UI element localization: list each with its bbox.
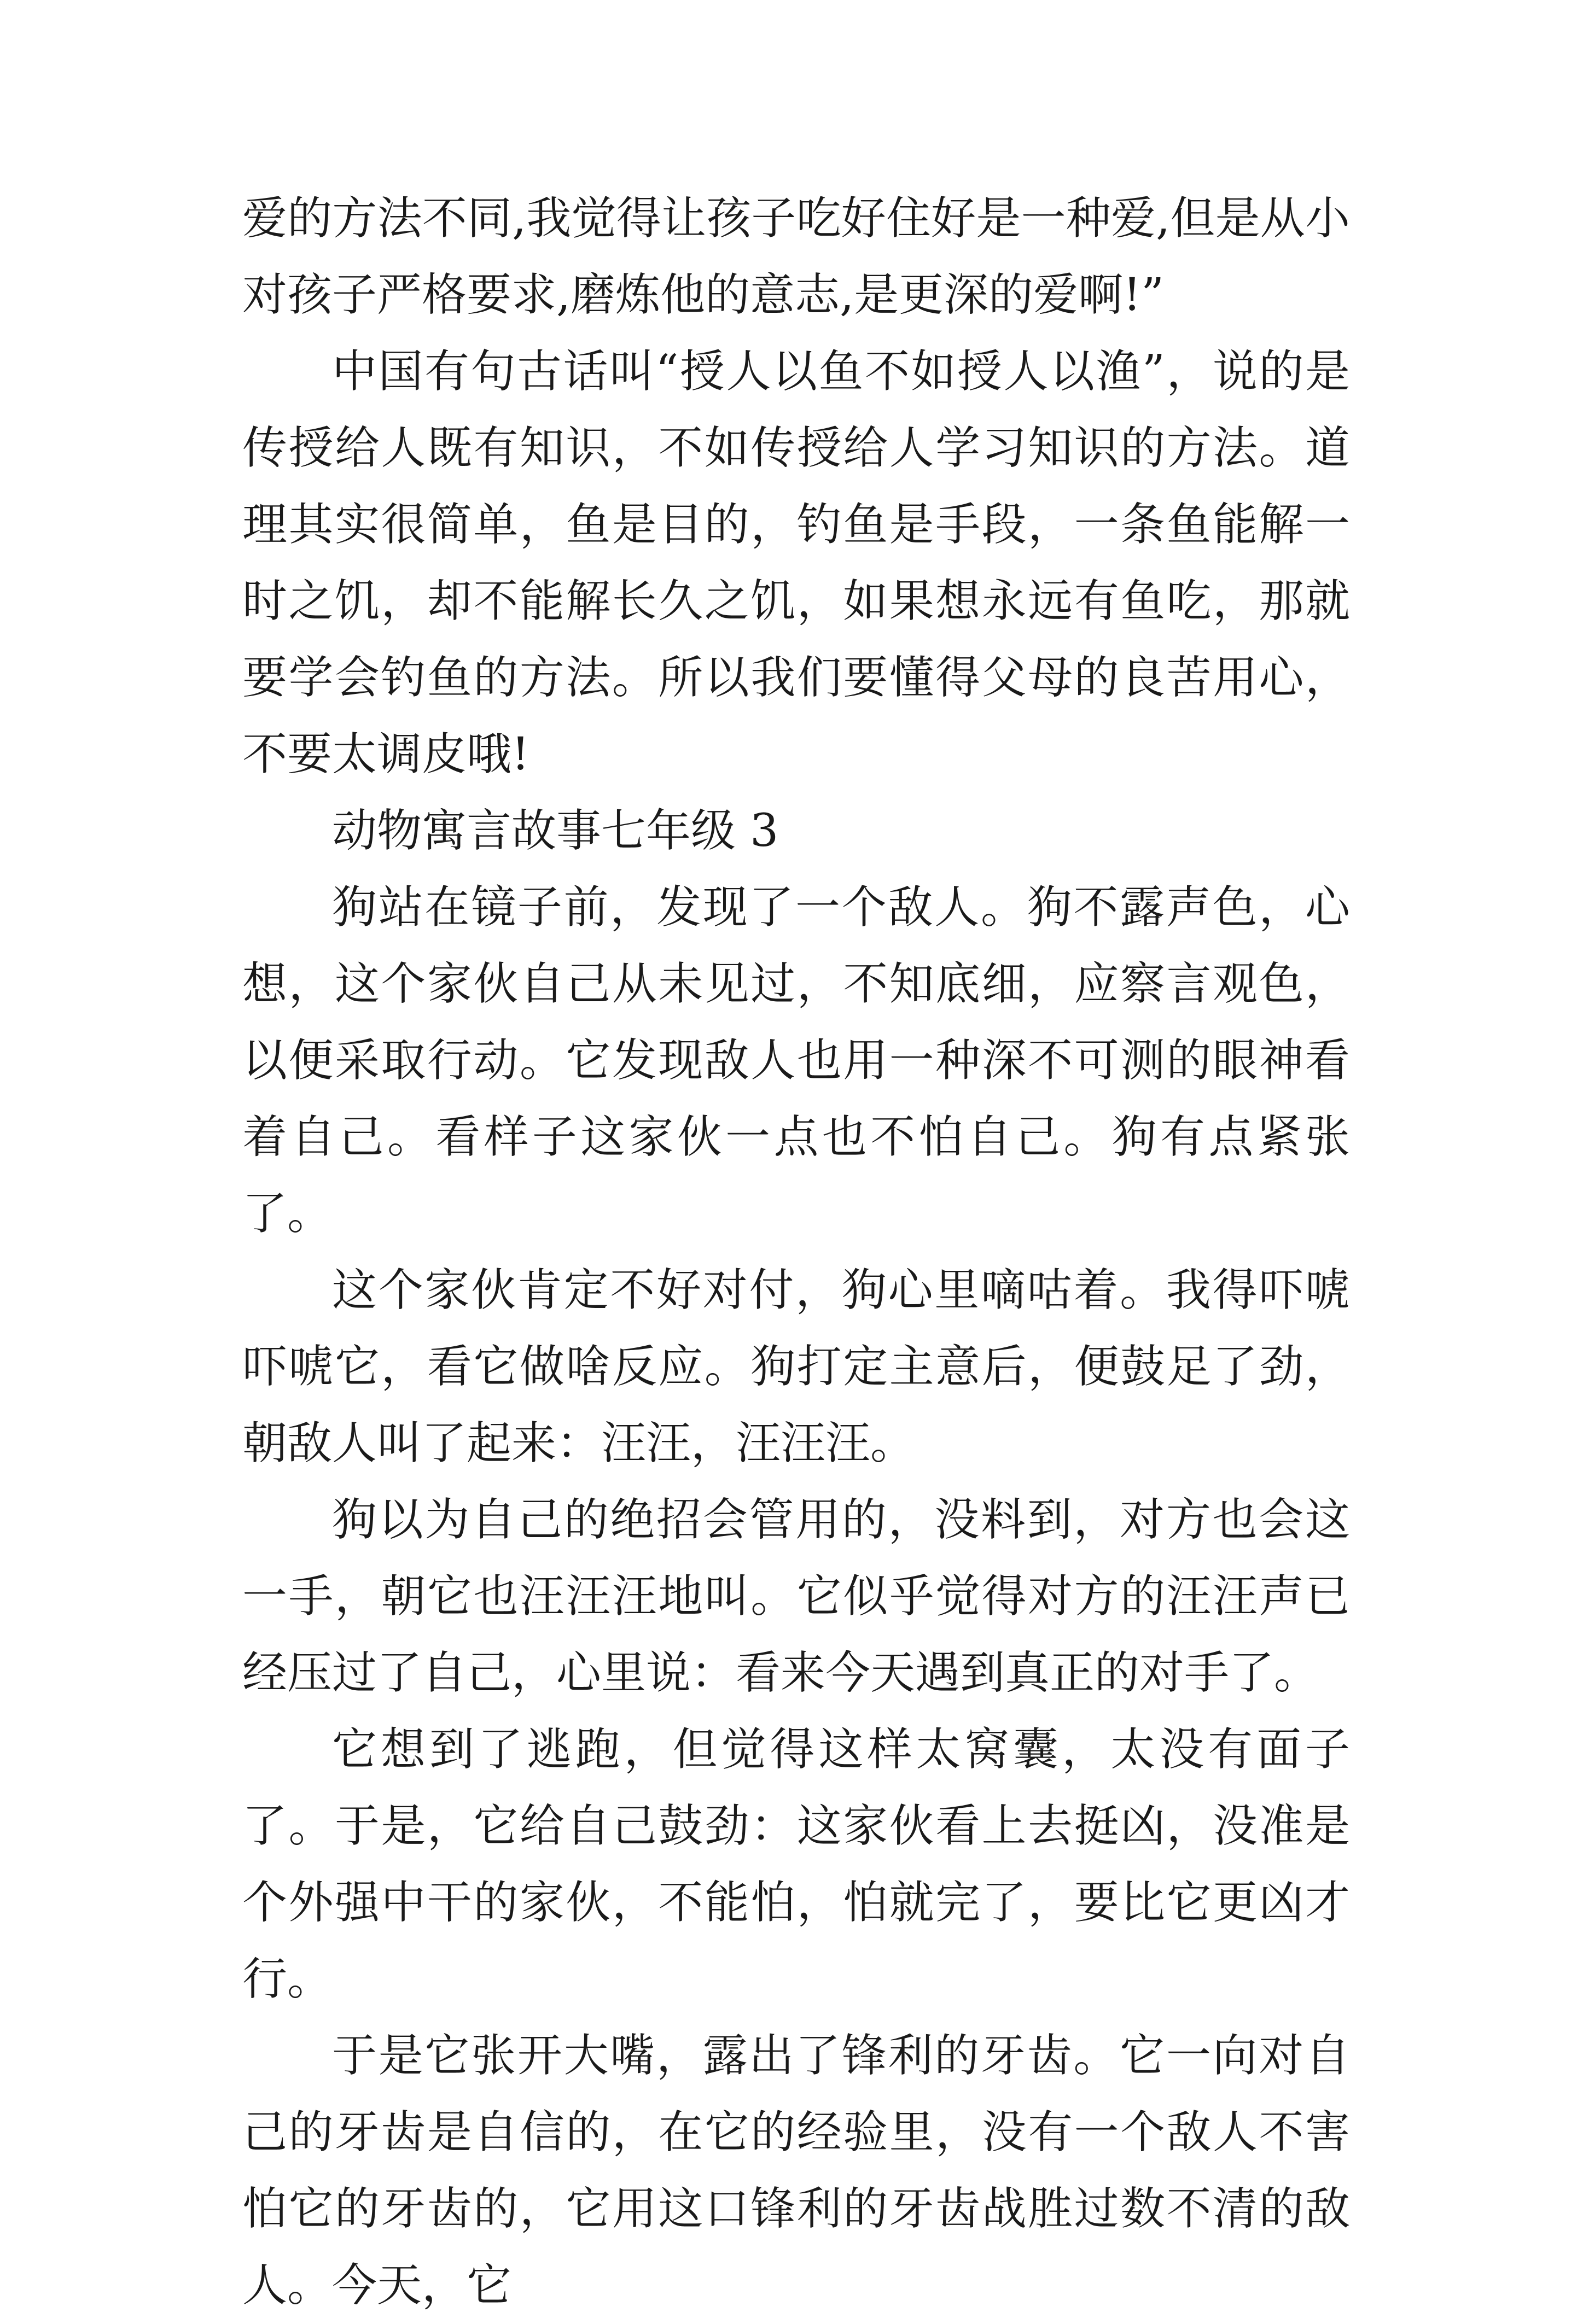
paragraph-continuation: 爱的方法不同,我觉得让孩子吃好住好是一种爱,但是从小对孩子严格要求,磨炼他的意志,是更深的爱啊!” [242, 192, 1350, 321]
paragraph-bark: 这个家伙肯定不好对付，狗心里嘀咕着。我得吓唬吓唬它，看它做啥反应。狗打定主意后，便鼓足了劲，朝敌人叫了起来：汪汪，汪汪汪。 [242, 1264, 1350, 1469]
paragraph-teeth: 于是它张开大嘴，露出了锋利的牙齿。它一向对自己的牙齿是自信的，在它的经验里，没有一个敌人不害怕它的牙齿的，它用这口锋利的牙齿战胜过数不清的敌人。今天，它 [242, 2030, 1350, 2311]
paragraph-escape: 它想到了逃跑，但觉得这样太窝囊，太没有面子了。于是，它给自己鼓劲：这家伙看上去挺凶，没准是个外强中干的家伙，不能怕，怕就完了，要比它更凶才行。 [242, 1724, 1350, 2005]
paragraph-proverb: 中国有句古话叫“授人以鱼不如授人以渔”，说的是传授给人既有知识，不如传授给人学习知识的方法。道理其实很简单，鱼是目的，钓鱼是手段，一条鱼能解一时之饥，却不能解长久之饥，如果想永远有鱼吃，那就要学会钓鱼的方法。所以我们要懂得父母的良苦用心，不要太调皮哦! [242, 346, 1350, 780]
paragraph-opponent: 狗以为自己的绝招会管用的，没料到，对方也会这一手，朝它也汪汪汪地叫。它似乎觉得对方的汪汪声已经压过了自己，心里说：看来今天遇到真正的对手了。 [242, 1494, 1350, 1699]
document-body [242, 180, 1350, 2324]
section-heading: 动物寓言故事七年级 3 [332, 805, 779, 857]
paragraph-mirror-enemy: 狗站在镜子前，发现了一个敌人。狗不露声色，心想，这个家伙自己从未见过，不知底细，应察言观色，以便采取行动。它发现敌人也用一种深不可测的眼神看着自己。看样子这家伙一点也不怕自己。狗有点紧张了。 [242, 881, 1350, 1240]
